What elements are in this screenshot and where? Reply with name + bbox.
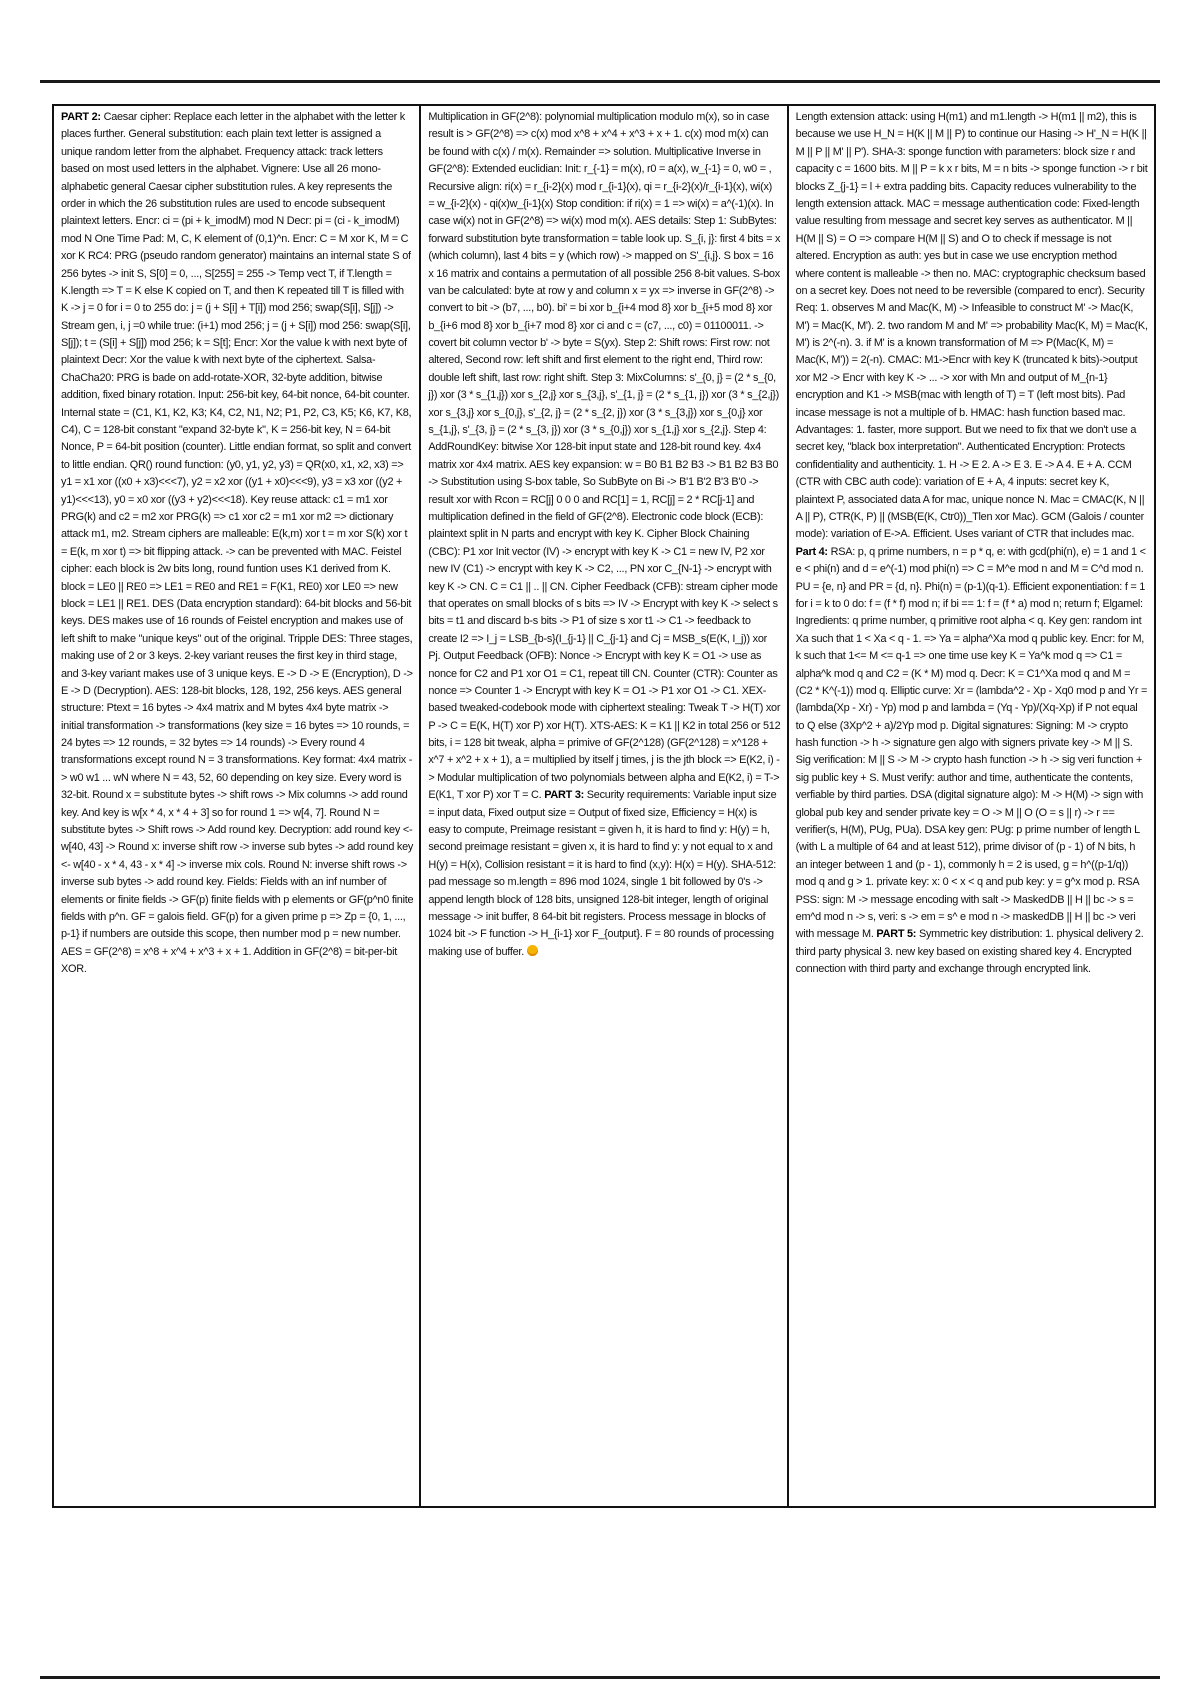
smiling-face-icon bbox=[527, 945, 538, 956]
text-run: RSA: p, q prime numbers, n = p * q, e: with gcd(phi(n), e) = 1 and 1 < e < phi(n) and d = e^(-1) mod phi(n) => C = M^e mod n and M = C^d mod n. PU = {e, n} and PR = {d, n}. Phi(n) = (p-1)(q-1). Efficient exponentiation: f = 1 for i = k to 0 do: f = (f * f) mod n; if bi == 1: f = (f * a) mod n; return f; Elgamel: Ingredients: q prime number, q primitive root alpha < q. Key gen: random int Xa such that 1 < Xa < q - 1. => Ya = alpha^Xa mod q public key. Encr: for M, k such that 1<= M <= q-1 => one time use key K = Ya^k mod q => C1 = alpha^k mod q and C2 = (K * M) mod q. Decr: K = C1^Xa mod q and M = (C2 * K^(-1)) mod q. Elliptic curve: Xr = (lambda^2 - Xp - Xq0 mod p and Yr = (lambda(Xp - Xr) - Yp) mod p and lambda = (Yq - Yp)/(Xq-Xp) if P not equal to Q else (3Xp^2 + a)/2Yp mod p. Digital signatures: Signing: M -> crypto hash function -> h -> signature gen algo with signers private key -> M || S. Sig verification: M || S -> M -> crypto hash function -> h -> sig veri function + sig public key + S. Must verify: author and time, authenticate the contents, verfiable by third parties. DSA (digital signature algo): M -> H(M) -> sign with global pub key and sender private key = O -> M || O (O = s || r) -> r == verifier(s, H(M), PUg, PUa). DSA key gen: PUg: p prime number of length L (with L a multiple of 64 and at least 512), prime divisor of (p - 1) of N bits, h an integer between 1 and (p - 1), commonly h = 2 is used, g = h^((p-1/q)) mod q and g > 1. private key: x: 0 < x < q and pub key: y = g^x mod p. RSA PSS: sign: M -> message encoding with salt -> MaskedDB || H || bc -> s = em^d mod n -> s, veri: s -> em = s^ e mod n -> maskedDB || H || bc -> veri with message M. bbox=[795, 545, 1148, 941]
column-3 bbox=[787, 106, 1154, 1506]
text-run: Multiplication in GF(2^8): polynomial multiplication modulo m(x), so in case result is > GF(2^8) => c(x) mod x^8 + x^4 + x^3 + x + 1. c(x) mod m(x) can be found with c(x) / m(x). Remainder => solution. Multiplicative Inverse in GF(2^8): Extended euclidian: Init: r_{-1} = m(x), r0 = a(x), w_{-1} = 0, w0 = , Recursive align: ri(x) = r_{i-2}(x) mod r_{i-1}(x), qi = r_{i-2}(x)/r_{i-1}(x), wi(x) = w_{i-2}(x) - qi(x)w_{i-1}(x) Stop condition: if ri(x) = 1 => wi(x) = a^(-1)(x). In case wi(x) not in GF(2^8) => wi(x) mod m(x). AES details: Step 1: SubBytes: forward substitution byte transformation = table look up. S_{i, j}: first 4 bits = x (which column), last 4 bits = y (which row) -> mapped on S'_{i,j}. S box = 16 x 16 matrix and contains a permutation of all possible 256 8-bit values. S-box van be calculated: byte at row y and column x = yx => inverse in GF(2^8) -> convert to bit -> (b7, ..., b0). bi' = bi xor b_{i+4 mod 8} xor b_{i+5 mod 8} xor b_{i+6 mod 8} xor b_{i+7 mod 8} xor ci and c = (c7, ..., c0) = 01100011. -> covert bit column vector b' -> byte = S(yx). Step 2: Shift rows: First row: not altered, Second row: left shift and first element to the right end, Third row: double left shift, last row: right shift. Step 3: MixColumns: s'_{0, j} = (2 * s_{0, j}) xor (3 * s_{1,j}) xor s_{2,j} xor s_{3,j}, s'_{1, j} = (2 * s_{1, j}) xor (3 * s_{2,j}) xor s_{3,j} xor s_{0,j}, s'_{2, j} = (2 * s_{2, j}) xor (3 * s_{3,j}) xor s_{0,j} xor s_{1,j}, s'_{3, j} = (2 * s_{3, j}) xor (3 * s_{0,j}) xor s_{1,j} xor s_{2,j}. Step 4: AddRoundKey: bitwise Xor 128-bit input state and 128-bit round key. 4x4 matrix xor 4x4 matrix. AES key expansion: w = B0 B1 B2 B3 -> B1 B2 B3 B0 -> Substitution using S-box table, So SubByte on Bi -> B'1 B'2 B'3 B'0 -> result xor with Rcon = RC[j] 0 0 0 and RC[1] = 1, RC[j] = 2 * RC[j-1] and multiplication defined in the field of GF(2^8). Electronic code block (ECB): plaintext split in N parts and encrypt with key K. Cipher Block Chaining (CBC): P1 xor Init vector (IV) -> encrypt with key K -> C1 = new IV, P2 xor new IV (C1) -> encrypt with key K -> C2, ..., PN xor C_{N-1} -> encrypt with key K -> CN. C = C1 || .. || CN. Cipher Feedback (CFB): stream cipher mode that operates on small blocks of s bits => IV -> Encrypt with key K -> select s bits = t1 and discard b-s bits -> P1 of size s xor t1 -> C1 -> feedback to create I2 => I_j = LSB_{b-s}(I_{j-1} || C_{j-1} and Cj = MSB_s(E(K, I_j)) xor Pj. Output Feedback (OFB): Nonce -> Encrypt with key K = O1 -> use as nonce for C2 and P1 xor O1 = C1, repeat till CN. Counter (CTR): Counter as nonce => Counter 1 -> Encrypt with key K = O1 -> P1 xor O1 -> C1. XEX-based tweaked-codebook mode with ciphertext stealing: Tweak T -> H(T) xor P -> C = E(K, H(T) xor P) xor H(T). XTS-AES: K = K1 || K2 in total 256 or 512 bits, i = 128 bit tweak, alpha = primive of GF(2^128) (GF(2^128) = x^128 + x^7 + x^2 + x + 1), a = multiplied by itself j times, j is the jth block => E(K2, i) -> Modular multiplication of two polynomials between alpha and E(K2, i) = T-> E(K1, T xor P) xor T = C. bbox=[428, 111, 781, 802]
section-heading: Part 4: bbox=[795, 545, 828, 558]
column-1 bbox=[54, 106, 419, 1506]
column-1-text bbox=[61, 111, 413, 975]
text-run: Security requirements: Variable input size = input data, Fixed output size = Output of fixed size, Efficiency = H(x) is easy to compute, Preimage resistant = given h, it is hard to find y: H(y) = h, second preimage resistant = given x, it is hard to find y: y not equal to x and H(y) = H(x), Collision resistant = it is hard to find (x,y): H(x) = H(y). SHA-512: pad message so m.length = 896 mod 1024, single 1 bit followed by 0's -> append length block of 128 bits, unsigned 128-bit integer, length of original message -> init buffer, 8 64-bit bit registers. Process message in blocks of 1024 bit -> F function -> H_{i-1} xor F_{output}. F = 80 rounds of processing making use of buffer. bbox=[428, 789, 777, 958]
column-2 bbox=[419, 106, 786, 1506]
section-heading: PART 2: bbox=[61, 111, 101, 123]
bottom-rule bbox=[40, 1676, 1160, 1679]
text-run: Symmetric key distribution: 1. physical delivery 2. third party physical 3. new key based on existing shared key 4. Encrypted connection with third party and exchange through encrypted link. bbox=[795, 928, 1144, 976]
section-heading: PART 5: bbox=[876, 928, 917, 941]
column-3-text bbox=[796, 111, 1148, 975]
top-rule bbox=[40, 80, 1160, 83]
cheat-sheet-table bbox=[52, 104, 1156, 1508]
section-heading: PART 3: bbox=[544, 789, 584, 802]
text-run: Length extension attack: using H(m1) and m1.length -> H(m1 || m2), this is because we use H_N = H(K || M || P) to continue our Hasing -> H'_N = H(K || M || P || M' || P'). SHA-3: sponge function with parameters: block size r and capacity c = 1600 bits. M || P = k x r bits, M = n bits -> sponge function -> r bit blocks Z_{j-1} = l + extra padding bits. Capacity reduces vulnerability to the length extension attack. MAC = message authentication code: Fixed-length value resulting from message and secret key serves as authenticator. M || H(M || S) = O => compare H(M || S) and O to check if message is not altered. Encryption as auth: yes but in case we use encryption method where content is malleable -> then no. MAC: cryptographic checksum based on a secret key. Does not need to be reversible (compared to encr). Security Req: 1. observes M and Mac(K, M) -> Infeasible to construct M' -> Mac(K, M') = Mac(K, M'). 2. two random M and M' => probability Mac(K, M) = Mac(K, M') is 2^(-n). 3. if M' is a known transformation of M => P(Mac(K, M) = Mac(K, M')) = 2(-n). CMAC: M1->Encr with key K (truncated k bits)->output xor M2 -> Encr with key K -> ... -> xor with Mn and output of M_{n-1} encryption and K1 -> MSB(mac with length of T) = T (left most bits). Pad incase message is not a multiple of b. HMAC: hash function based mac. Advantages: 1. faster, more support. But we need to fix that we don't use a secret key, "black box interpretation". Authenticated Encryption: Protects confidentiality and authenticity. 1. H -> E 2. A -> E 3. E -> A 4. E + A. CCM (CTR with CBC auth code): variation of E + A, 4 inputs: secret key K, plaintext P, associated data A for mac, unique nonce N. Mac = CMAC(K, N || A || P), CTR(K, P) || (MSB(E(K, Ctr0))_Tlen xor Mac). GCM (Galois / counter mode): variation of E->A. Efficient. Uses variant of CTR that includes mac. bbox=[795, 111, 1148, 541]
text-run: Caesar cipher: Replace each letter in the alphabet with the letter k places further. General substitution: each plain text letter is assigned a unique random letter from the alphabet. Frequency attack: track letters based on most used letters in the alphabet. Vignere: Use all 26 mono-alphabetic general Caesar cipher substitution rules. A key represents the order in which the 26 substitution rules are used to encode subsequent plaintext letters. Encr: ci = (pi + k_imodM) mod N Decr: pi = (ci - k_imodM) mod N One Time Pad: M, C, K element of (0,1)^n. Encr: C = M xor K, M = C xor K RC4: PRG (pseudo random generator) maintains an internal state S of 256 bytes -> init S, S[0] = 0, ..., S[255] = 255 -> Temp vect T, if T.length = K.length => T = K else K copied on T, and then K repeated till T is filled with K -> j = 0 for i = 0 to 255 do: j = (j + S[i] + T[i]) mod 256; swap(S[i], S[j]) -> Stream gen, i, j =0 while true: (i+1) mod 256; j = (j + S[i]) mod 256: swap(S[i], S[j]); t = (S[i] + S[j]) mod 256; k = S[t]; Encr: Xor the value k with next byte of plaintext Decr: Xor the value k with next byte of the ciphertext. Salsa- ChaCha20: PRG is bade on add-rotate-XOR, 32-byte addition, bitwise addition, fixed binary rotation. Input: 256-bit key, 64-bit nonce, 64-bit counter. Internal state = (C1, K1, K2, K3; K4, C2, N1, N2; P1, P2, C3, K5; K6, K7, K8, C4), C = 128-bit constant "expand 32-byte k", K = 256-bit key, N = 64-bit Nonce, P = 64-bit position (counter). Little endian format, so split and convert to little endian. QR() round function: (y0, y1, y2, y3) = QR(x0, x1, x2, x3) => y1 = x1 xor ((x0 + x3)<<<7), y2 = x2 xor ((y1 + x0)<<<9), y3 = x3 xor ((y2 + y1)<<<13), y0 = x0 xor ((y3 + y2)<<<18). Key reuse attack: c1 = m1 xor PRG(k) and c2 = m2 xor PRG(k) => c1 xor c2 = m1 xor m2 => dictionary attack m1, m2. Stream ciphers are malleable: E(k,m) xor t = m xor S(k) xor t = E(k, m xor t) => bit flipping attack. -> can be prevented with MAC. Feistel cipher: each block is 2w bits long, round funtion uses K1 derived from K. block = LE0 || RE0 => LE1 = RE0 and RE1 = F(K1, RE0) xor LE0 => new block = LE1 || RE1. DES (Data encryption standard): 64-bit blocks and 56-bit keys. DES makes use of 16 rounds of Feistel encryption and makes use of left shift to make "unique keys" out of the original. Tripple DES: Three stages, making use of 2 or 3 keys. 2-key variant reuses the first key in third stage, and 3-key variant makes use of 3 unique keys. E -> D -> E (Encryption), D -> E -> D (Decryption). AES: 128-bit blocks, 128, 192, 256 keys. AES general structure: Ptext = 16 bytes -> 4x4 matrix and M bytes 4x4 byte matrix -> initial transformation -> transformations (key size = 16 bytes => 10 rounds, = 24 bytes => 12 rounds, = 32 bytes => 14 rounds) -> Every round 4 transformations except round N = 3 transformations. Key format: 4x4 matrix -> w0 w1 ... wN where N = 43, 52, 60 depending on key size. Every word is 32-bit. Round x = substitute bytes -> shift rows -> Mix columns -> add round key. And key is w[x * 4, x * 4 + 3] so for round 1 => w[4, 7]. Round N = substitute bytes -> Shift rows -> Add round key. Decryption: add round key <- w[40, 43] -> Round x: inverse shift row -> inverse sub bytes -> add round key <- w[40 - x * 4, 43 - x * 4] -> inverse mix cols. Round N: inverse shift rows -> inverse sub bytes -> add round key. Fields: Fields with an inf number of elements or finite fields -> GF(p) finite fields with p elements or GF(p^n0 finite fields with p^n. GF = galois field. GF(p) for a given prime p => Zp = {0, 1, ..., p-1} if numbers are outside this scope, then number mod p = new number. AES = GF(2^8) = x^8 + x^4 + x^3 + x + 1. Addition in GF(2^8) = bit-per-bit XOR. bbox=[61, 111, 414, 976]
column-2-text bbox=[428, 111, 780, 958]
